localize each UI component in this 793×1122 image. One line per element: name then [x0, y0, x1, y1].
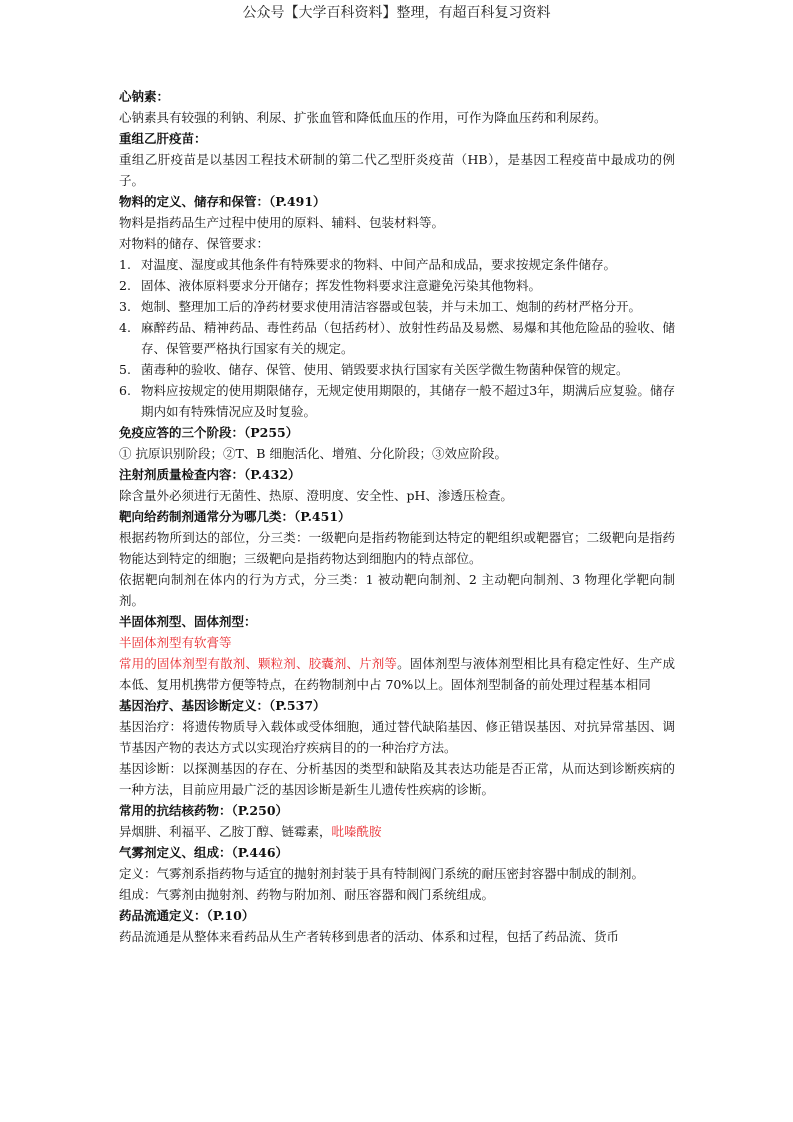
list-text: 炮制、整理加工后的净药材要求使用清洁容器或包装，并与未加工、炮制的药材严格分开。 [141, 299, 642, 314]
list-text: 对温度、湿度或其他条件有特殊要求的物料、中间产品和成品，要求按规定条件储存。 [141, 257, 617, 272]
list-item [119, 317, 675, 359]
highlighted-line: 半固体剂型有软膏等 [119, 635, 232, 650]
paragraph: 组成：气雾剂由抛射剂、药物与附加剂、耐压容器和阀门系统组成。 [119, 887, 495, 902]
list-text: 菌毒种的验收、储存、保管、使用、销毁要求执行国家有关医学微生物菌种保管的规定。 [141, 362, 629, 377]
section-title: 常用的抗结核药物：（P.250） [119, 803, 289, 818]
list-number: 6. [119, 383, 131, 398]
list-item [119, 254, 675, 275]
paragraph [119, 821, 675, 842]
highlighted-text: 吡嗪酰胺 [331, 824, 382, 839]
paragraph: 对物料的储存、保管要求： [119, 236, 270, 251]
paragraph: ① 抗原识别阶段；②T、B 细胞活化、增殖、分化阶段；③效应阶段。 [119, 446, 507, 461]
list-item [119, 275, 675, 296]
list-number: 1. [119, 257, 131, 272]
section-title: 重组乙肝疫苗： [119, 131, 207, 146]
list-text: 物料应按规定的使用期限储存，无规定使用期限的，其储存一般不超过3年，期满后应复验。储存期内如有特殊情况应及时复验。 [141, 383, 675, 419]
section-title: 气雾剂定义、组成：（P.446） [119, 845, 289, 860]
paragraph: 根据药物所到达的部位，分三类：一级靶向是指药物能到达特定的靶组织或靶器官；二级靶向是指药物能达到特定的细胞；三级靶向是指药物达到细胞内的特点部位。 [119, 530, 675, 566]
paragraph: 药品流通是从整体来看药品从生产者转移到患者的活动、体系和过程，包括了药品流、货币 [119, 929, 620, 944]
paragraph: 物料是指药品生产过程中使用的原料、辅料、包装材料等。 [119, 215, 445, 230]
section-title: 免疫应答的三个阶段：（P255） [119, 425, 299, 440]
list-number: 3. [119, 299, 131, 314]
list-item [119, 296, 675, 317]
section-title: 物料的定义、储存和保管：（P.491） [119, 194, 326, 209]
list-number: 5. [119, 362, 131, 377]
paragraph: 基因诊断：以探测基因的存在、分析基因的类型和缺陷及其表达功能是否正常，从而达到诊断疾病的一种方法，目前应用最广泛的基因诊断是新生儿遗传性疾病的诊断。 [119, 761, 675, 797]
section-title: 半固体剂型、固体剂型： [119, 614, 257, 629]
list-number: 2. [119, 278, 131, 293]
highlighted-text: 常用的固体剂型有散剂、颗粒剂、胶囊剂、片剂等 [119, 656, 398, 671]
section-title: 靶向给药制剂通常分为哪几类：（P.451） [119, 509, 351, 524]
list-number: 4. [119, 320, 131, 335]
section-title: 基因治疗、基因诊断定义：（P.537） [119, 698, 326, 713]
section-title: 药品流通定义：（P.10） [119, 908, 255, 923]
paragraph-text: 异烟肼、利福平、乙胺丁醇、链霉素， [119, 824, 332, 839]
section-title: 心钠素： [119, 89, 170, 104]
paragraph [119, 653, 675, 695]
list-text: 麻醉药品、精神药品、毒性药品（包括药材）、放射性药品及易燃、易爆和其他危险品的验收、储存、保管要严格执行国家有关的规定。 [141, 320, 675, 356]
paragraph: 基因治疗：将遗传物质导入载体或受体细胞，通过替代缺陷基因、修正错误基因、对抗异常基因、调节基因产物的表达方式以实现治疗疾病目的的一种治疗方法。 [119, 719, 675, 755]
page-header: 公众号【大学百科资料】整理，有超百科复习资料 [242, 5, 551, 21]
list-item [119, 359, 675, 380]
paragraph: 心钠素具有较强的利钠、利尿、扩张血管和降低血压的作用，可作为降血压药和利尿药。 [119, 110, 607, 125]
paragraph: 除含量外必须进行无菌性、热原、澄明度、安全性、pH、渗透压检查。 [119, 488, 513, 503]
section-title: 注射剂质量检查内容：（P.432） [119, 467, 301, 482]
paragraph: 依据靶向制剂在体内的行为方式，分三类：1 被动靶向制剂、2 主动靶向制剂、3 物理化学靶向制剂。 [119, 572, 675, 608]
paragraph: 定义：气雾剂系指药物与适宜的抛射剂封装于具有特制阀门系统的耐压密封容器中制成的制剂。 [119, 866, 645, 881]
list-item [119, 380, 675, 422]
numbered-list [119, 254, 675, 422]
document-body [119, 86, 675, 947]
paragraph-text: 。固体剂型与液体剂型相比具有稳定性好、生产成本低、复用机携带方便等特点，在药物制剂中占 70%以上。固体剂型制备的前处理过程基本相同 [119, 656, 675, 692]
list-text: 固体、液体原料要求分开储存；挥发性物料要求注意避免污染其他物料。 [141, 278, 542, 293]
paragraph: 重组乙肝疫苗是以基因工程技术研制的第二代乙型肝炎疫苗（HB），是基因工程疫苗中最成功的例子。 [119, 152, 675, 188]
